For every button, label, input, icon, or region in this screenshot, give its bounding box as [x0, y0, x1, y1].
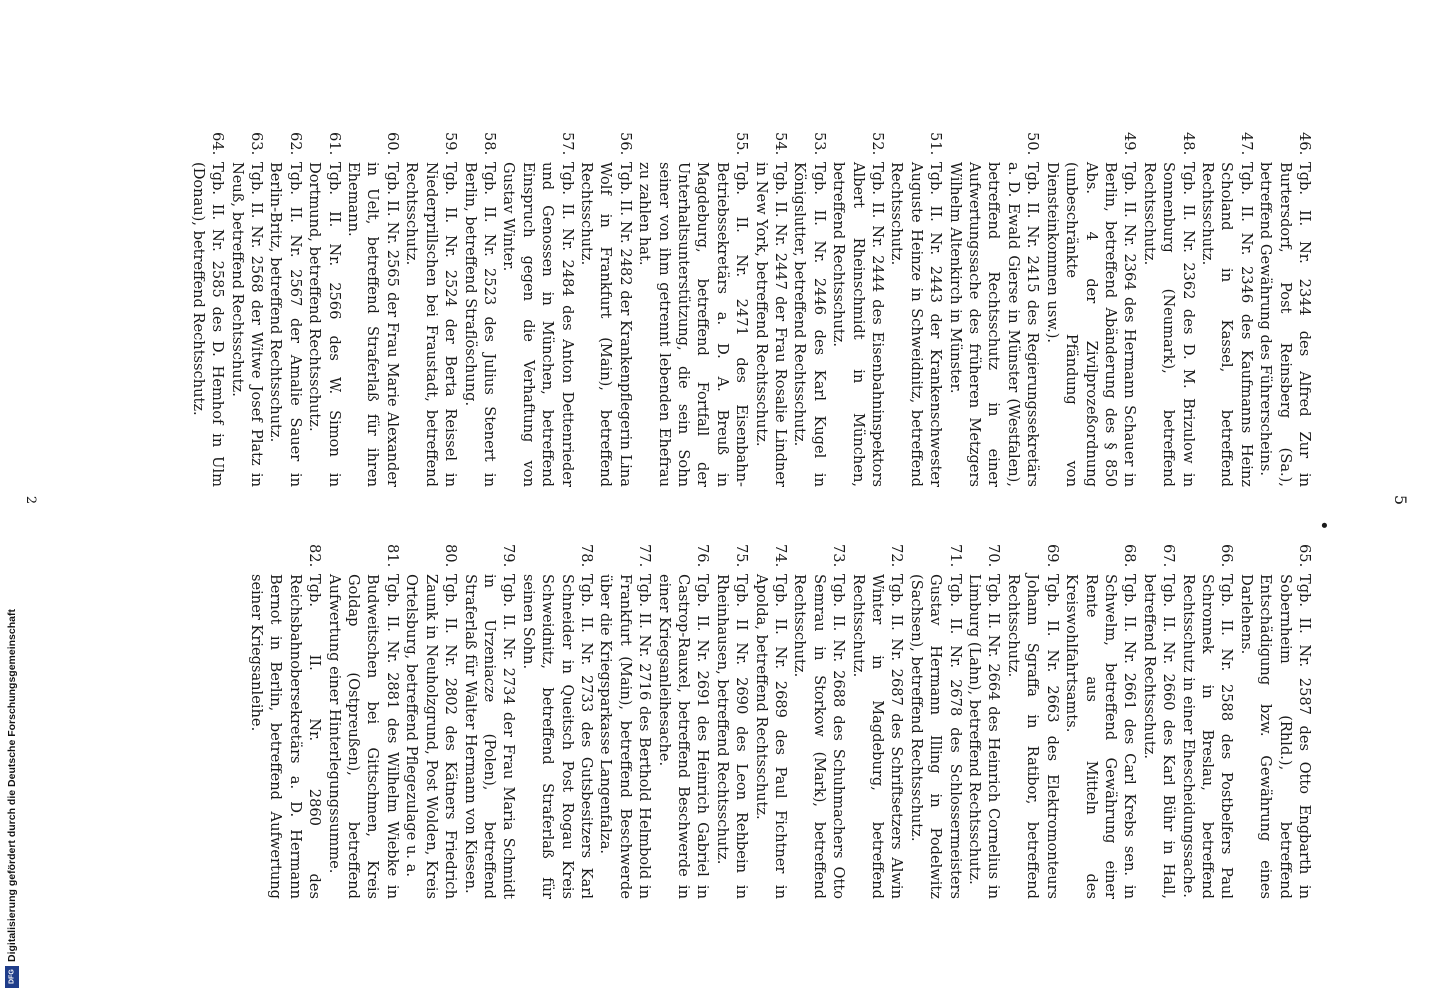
entry-number: 70.: [985, 544, 1003, 568]
entry-item: [1178, 544, 1236, 899]
entry-number: 65.: [1296, 544, 1313, 568]
entry-item: [829, 132, 887, 487]
entry-number: 57.: [558, 132, 576, 156]
entry-text: Tgb. II. Nr. 2664 des Heinrich Cornelius in Limburg (Lahn), betreffend Rechtsschutz.: [966, 574, 1003, 899]
entry-text: Tgb. II. Nr. 2689 des Paul Fichtner in Apolda, betreffend Rechtsschutz.: [752, 574, 790, 899]
entry-number: 80.: [442, 544, 460, 568]
entry-item: [965, 544, 1004, 899]
dfg-logo-icon: DFG: [5, 966, 19, 988]
entry-number: 79.: [500, 544, 518, 568]
entry-number: 64.: [209, 132, 227, 156]
entry-text: Tgb. II. Nr. 2482 der Krankenpflegerin Lina Wolf in Frankfurt (Main), betreffend Rechtsschutz.: [577, 162, 634, 487]
entry-item: [1256, 132, 1314, 487]
entry-text: Tgb. II. Nr. 2568 der Witwe Josef Platz in Neuß, betreffend Rechtsschutz.: [228, 162, 266, 487]
entry-number: 68.: [1121, 544, 1139, 568]
entry-item: [1004, 544, 1062, 899]
entry-number: 69.: [1043, 544, 1061, 568]
entry-item: [1139, 132, 1197, 487]
entry-item: [635, 132, 751, 487]
entry-item: [247, 544, 325, 899]
entry-item: [751, 544, 790, 899]
left-column: [188, 132, 1314, 487]
entry-number: 56.: [616, 132, 634, 156]
digitization-text: Digitalisierung gefördert durch die Deutsche Forschungsgemeinschaft: [6, 609, 18, 962]
entry-text: Tgb. II. Nr. 2733 des Gutsbesitzers Karl Schneider in Queitsch Post Rogau Kreis Schweidnitz, betreffend Straferlaß für seinen Sohn.: [519, 574, 595, 899]
entry-item: [945, 132, 1042, 487]
entry-text: Tgb. II. Nr. 2446 des Karl Kugel in Königslutter, betreffend Rechtsschutz.: [791, 162, 828, 487]
entry-number: 82.: [306, 544, 324, 568]
entry-item: [305, 132, 344, 487]
entry-number: 62.: [286, 132, 304, 156]
entry-item: [324, 544, 402, 899]
entry-number: 72.: [888, 544, 906, 568]
entry-number: 71.: [946, 544, 964, 568]
entry-text: Tgb. II. Nr. 2444 des Eisenbahninspektors Albert Rheinschmidt in München, betreffend Rechtsschutz.: [830, 162, 887, 487]
entry-item: [577, 132, 635, 487]
entry-text: Tgb. II. Nr. 2471 des Eisenbahn-Betriebssekretärs a. D. A. Breuß in Magdeburg, betreffend Fortfall der Unterhaltsunterstützung, die sein Sohn seiner von ihm getrennt lebenden Ehefrau zu zahlen hat.: [636, 162, 751, 487]
digitization-note: [4, 582, 18, 992]
entry-number: 61.: [325, 132, 343, 156]
entry-number: 55.: [733, 132, 751, 156]
entry-number: 51.: [927, 132, 945, 156]
entry-number: 73.: [830, 544, 848, 568]
entry-item: [1062, 544, 1140, 899]
entry-text: Tgb. II. Nr. 2415 des Regierungssekretärs a. D. Ewald Gierse in Münster (Westfalen), betreffend Rechtsschutz in einer Aufwertungssache des früheren Metzgers Wilhelm Altenkirch in Münster.: [946, 162, 1042, 487]
entry-text: Tgb. II. Nr. 2881 des Wilhelm Wiebke in Budweitschen bei Gittschmen, Kreis Goldap (Ostpreußen), betreffend Aufwertung einer Hinterlegungssumme.: [325, 574, 401, 899]
entry-item: [790, 544, 848, 899]
entry-text: Tgb. II. Nr. 2362 des D. M. Brizulow in Sonnenburg (Neumark), betreffend Rechtsschutz.: [1140, 162, 1197, 487]
entry-number: 63.: [248, 132, 266, 156]
entry-text: Tgb. II. Nr. 2566 des W. Simon in Dortmund, betreffend Rechtsschutz.: [306, 162, 343, 487]
entry-number: 46.: [1296, 132, 1313, 156]
entry-item: [596, 544, 654, 899]
entry-number: 74.: [772, 544, 790, 568]
entry-number: 77.: [636, 544, 654, 568]
entry-text: Tgb. II. Nr. 2484 des Anton Dettenrieder und Genossen in München, betreffend Einspruch gegen die Verhaftung von Gustav Winter.: [500, 162, 576, 487]
entry-item: [460, 132, 499, 487]
ink-dot: •: [1313, 520, 1334, 531]
entry-item: [266, 132, 305, 487]
entry-number: 52.: [869, 132, 887, 156]
entry-item: [712, 544, 751, 899]
entry-text: Tgb. II. Nr. 2734 der Frau Maria Schmidt in Urzeniacze (Polen), betreffend Straferlaß für Walter Hermann von Kiesen.: [461, 574, 518, 899]
entry-number: 54.: [772, 132, 790, 156]
right-column: [247, 544, 1314, 899]
entry-text: Tgb. II. Nr. 2585 des D. Hemhof in Ulm (Donau), betreffend Rechtsschutz.: [189, 162, 227, 487]
entry-text: Tgb. II. Nr. 2364 des Hermann Schauer in Berlin, betreffend Abänderung des § 850 Abs. 4 der Zivilprozeßordnung (unbeschränkte Pfändung von Diensteinkommen usw.).: [1043, 162, 1139, 487]
entry-text: Tgb. II Nr. 2690 des Leon Rehbein in Rheinhausen, betreffend Rechtsschutz.: [713, 574, 751, 899]
entry-item: [790, 132, 829, 487]
entry-text: Tgb. II. Nr. 2524 der Berta Reissel in Niederprillschen bei Fraustadt, betreffend Rechtsschutz.: [403, 162, 460, 487]
entry-text: Tgb. II. Nr. 2678 des Schlossermeisters Gustav Hermann Illing in Podelwitz (Sachsen), betreffend Rechtsschutz.: [907, 574, 964, 899]
entry-text: Tgb. II. Nr. 2860 des Reichsbahnobersekretärs a. D. Hermann Bernot in Berlin, betreffend Aufwertung seiner Kriegsanleihe.: [248, 574, 324, 899]
entry-text: Tgb. II. Nr. 2443 der Krankenschwester Auguste Heinze in Schweidnitz, betreffend Rechtsschutz.: [888, 162, 945, 487]
entry-item: [188, 132, 227, 487]
entry-item: [1198, 132, 1256, 487]
entry-text: Tgb. II. Nr. 2716 des Berthold Helmbold in Frankfurt (Main), betreffend Beschwerde über die Kriegsparkasse Langenfalza.: [597, 574, 654, 899]
entry-number: 50.: [1024, 132, 1042, 156]
entry-text: Tgb. II. Nr. 2565 der Frau Marie Alexander in Uelt, betreffend Straferlaß für ihren Ehemann.: [345, 162, 401, 487]
entry-item: [848, 544, 906, 899]
entry-number: 47.: [1237, 132, 1255, 156]
entry-item: [906, 544, 964, 899]
entry-text: Tgb. II. Nr. 2691 des Heinrich Gabriel in Castrop-Rauxel, betreffend Beschwerde in einer Kriegsanleihesache.: [655, 574, 712, 899]
entry-number: 60.: [383, 132, 401, 156]
entry-item: [402, 544, 460, 899]
entry-number: 53.: [810, 132, 828, 156]
entry-text: Tgb. II. Nr. 2588 des Postbelfers Paul Schronnek in Breslau, betreffend Rechtsschutz in einer Ehescheidungssache.: [1179, 574, 1236, 899]
entry-number: 81.: [383, 544, 401, 568]
entry-number: 48.: [1179, 132, 1197, 156]
entry-number: 66.: [1218, 544, 1236, 568]
entry-item: [402, 132, 460, 487]
entry-text: Tgb. II. Nr. 2587 des Otto Engbarth in Sobernheim (Rhld.), betreffend Entschädigung bzw. Gewährung eines Darlehens.: [1237, 574, 1313, 899]
entry-item: [518, 544, 596, 899]
entry-number: 78.: [577, 544, 595, 568]
entry-text: Tgb. II. Nr. 2447 der Frau Rosalie Lindner in New York, betreffend Rechtsschutz.: [752, 162, 790, 487]
entry-text: Tgb. II. Nr. 2663 des Elektromonteurs Johann Sgraffa in Ratibor, betreffend Rechtsschutz.: [1004, 574, 1061, 899]
entry-item: [1236, 544, 1314, 899]
entry-number: 49.: [1121, 132, 1139, 156]
entry-number: 76.: [694, 544, 712, 568]
signature-mark: 2: [23, 495, 38, 505]
entry-number: 59.: [442, 132, 460, 156]
entry-item: [344, 132, 402, 487]
entry-text: Tgb. II. Nr. 2523 des Julius Stenert in Berlin, betreffend Straflöschung.: [461, 162, 498, 487]
entry-item: [1042, 132, 1139, 487]
entry-number: 58.: [480, 132, 498, 156]
entry-item: [751, 132, 790, 487]
entry-item: [460, 544, 518, 899]
entry-item: [1139, 544, 1178, 899]
entry-number: 75.: [733, 544, 751, 568]
entry-text: Tgb. II. Nr. 2688 des Schuhmachers Otto Semrau in Storkow (Mark), betreffend Rechtsschutz.: [791, 574, 848, 899]
entry-number: 67.: [1160, 544, 1178, 568]
entry-text: Tgb. II. Nr. 2346 des Kaufmanns Heinz Scholand in Kassel, betreffend Rechtsschutz.: [1198, 162, 1255, 487]
entry-item: [887, 132, 945, 487]
entry-item: [499, 132, 577, 487]
page-number: 5: [1391, 494, 1410, 506]
entry-text: Tgb. II. Nr. 2344 des Alfred Zur in Burtersdorf, Post Reinsberg (Sa.), betreffend Gewährung des Führerscheins.: [1257, 162, 1313, 487]
entry-text: Tgb. II. Nr. 2660 des Karl Bühr in Hall, betreffend Rechtsschutz.: [1140, 574, 1178, 899]
entry-text: Tgb. II. Nr. 2802 des Kätners Friedrich Zaunk in Neuholzgrund, Post Wolden, Kreis Ortelsburg, betreffend Pflegezulage u. a.: [403, 574, 460, 899]
entry-text: Tgb. II. Nr. 2661 des Carl Krebs sen. in Schwelm, betreffend Gewährung einer Rente aus Mitteln des Kreiswohlfahrtsamts.: [1063, 574, 1139, 899]
entry-text: Tgb. II. Nr. 2687 des Schriftsetzers Alwin Winter in Magdeburg, betreffend Rechtsschutz.: [849, 574, 906, 899]
entry-item: [654, 544, 712, 899]
entry-text: Tgb. II. Nr. 2567 der Amalie Sauer in Berlin-Britz, betreffend Rechtsschutz.: [267, 162, 304, 487]
entry-item: [227, 132, 266, 487]
